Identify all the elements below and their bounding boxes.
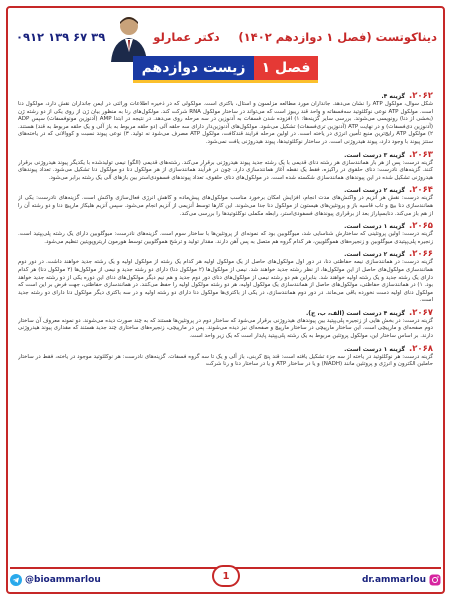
question-block: [18, 344, 433, 369]
question-block: [18, 308, 433, 341]
question-number: ۲۰۶۵.: [409, 221, 433, 232]
question-answer: گزینه ۲ درست است.: [344, 187, 405, 195]
teacher-avatar: [107, 12, 151, 62]
question-header: [18, 150, 433, 160]
instagram-handle-text: dr.ammarlou: [361, 575, 426, 585]
instagram-handle[interactable]: [362, 574, 441, 586]
question-explanation: گزینه درست: پس از هر بار همانندسازی هر رشته دنای قدیمی با یک رشته جدید پیوند هیدروژنی برقرار می‌کند. رشته‌های قدیمی (الگو) نیمی تولیدشده با یکدیگر پیوند هیدروژنی برقرار کنند. گزینه‌های نادرست: دنای حلقوی در راکیزه، فقط یک نقطه آغاز همانندسازی دارد. چون در فرآیند همانندسازی از هر مولکول دنا دو مولکول دنا تشکیل می‌شود. تعداد پیوندهای هیدروژنی تشکیل شده در این پیوندهای همانندسازی شکسته شده است. در مولکول‌های دنای حلقوی، تعداد پیوندهای فسفودی‌استر بین بازهای آلی یک رشته برابر می‌شود.: [18, 159, 433, 181]
question-answer: گزینه ۱ درست است.: [344, 345, 405, 353]
question-explanation: گزینه درست: هر نوکلئوتید در یاخته از سه جزء تشکیل یافته است: قند پنج کربنی، باز آلی و یک تا سه گروه فسفات. گزینه‌های نادرست: هر نوکلئوتید موجود در یاخته، فقط در ساختار حاملین الکترون و انرژی و پروتئین مانند (NADH) و یا در ساختار ATP و یا در ساختار دنا و رنا شرکت: [18, 353, 433, 368]
instagram-icon: [429, 574, 441, 586]
question-header: [18, 221, 433, 231]
chapter-number: فصل ۱: [254, 56, 318, 80]
question-block: [18, 150, 433, 183]
telegram-handle-text: @bioammarlou: [25, 575, 101, 585]
question-header: [18, 308, 433, 318]
question-header: [18, 185, 433, 195]
chapter-subject: زیست دوازدهم: [133, 56, 254, 80]
question-list: [18, 88, 433, 558]
question-explanation: گزینه درست: نقش هر آنزیم در واکنش‌های مدت انجام، افزایش امکان برخورد مناسب مولکول‌های پیش‌ماده و کاهش انرژی فعال‌سازی واکنش است. گزینه‌های نادرست: یکی از همانندسازی دنا بیچ و تاب قاسیه باز و پروتئین‌های هیستون از مولکول دنا جدا می‌شوند. این کارها توسط آنزیمی از آنزیم انجام می‌شود. سپس آنزیم هلیکاز مارپیچ دنا و دو رشته آن را از هم باز می‌کند. دنابسپاراز بعد از برقراری پیوندهای فسفودی‌استر، رابطه مکملی نوکلئوتیدها را بررسی می‌کند.: [18, 195, 433, 217]
question-explanation: شکل سوال، مولکول ATP را نشان می‌دهد. جانداران مورد مطالعه مزلسون و استال، باکتری است. مولکولی که در ذخیره اطلاعات وراثتی در ایمن جانداران نقش دارد، مولکول دنا است. مولکول ATP نوعی نوکلئوتید سه‌فسفاته و واحد قند ریبوز است که می‌تواند در ساختار مولکول RNA شرکت کند. مولکول‌های رنا به منظور بیان ژن از روی یکی از دو رشته ژن (بخشی از دنا) رونویسی می‌شوند. بررسی سایر گزینه‌ها: ۱) افزوده شدن فسفات به آدنوزین در سه مرحله روی می‌دهد. در نتیجه در ابتدا AMP (آدنوزین مونوفسفات) سپس ADP (آدنوزین دی‌فسفات) و در نهایت ATP (آدنوزین تری‌فسفات) تشکیل می‌شود. مولکول‌های آدنوزین‌دار دارای سه حلقه آلی (دو حلقه مربوط به باز آلی و یک حلقه مربوط به قند) هستند. ۲) مولکول ATP رایج‌ترین منبع تأمین انرژی در یاخته است. در اولین مرحله فرایند قندکافت، مولکول ATP مصرف می‌شود نه تولید. ۳) نوعی پیوند نسبت و کووالانی که در یاخته‌های سنتز پیوند با وجود دارد، پیوند هیدروژنی است. در ساختار نوکلئوتیدها، پیوند هیدروژنی یافت نمی‌شود.: [18, 101, 433, 145]
header-right: [10, 12, 220, 62]
question-explanation: گزینه درست: اولین پروتئینی که ساختارش شناسایی شد، میوگلوبین بود که نمونه‌ای از پروتئین‌ها با ساختار سوم است. گزینه‌های نادرست: میوگلوبین دارای یک رشته پلی‌پپتید است. زنجیره پلی‌پپتیدی میوگلوبین و زنجیره‌های هموگلوبین، هر کدام گروه هم متصل به پس آهن دارند. مقدار تولید و ترشح هموگلوبین توسط هورمون اریتروپویتین تنظیم می‌شود.: [18, 231, 433, 245]
question-number: ۲۰۶۷.: [409, 307, 433, 318]
question-answer: گزینه ۴.: [381, 93, 405, 100]
chapter-banner: [133, 56, 318, 80]
question-header: [18, 344, 433, 354]
question-block: [18, 185, 433, 218]
telegram-icon: [10, 574, 22, 586]
question-block: [18, 221, 433, 246]
question-explanation: گزینه درست: در همانندسازی نیمه حفاظتی دنا، در دور اول مولکول‌های حاصل از یک مولکول اولیه هر کدام یک رشته از مولکول اولیه و یک رشته جدید خواهند داشت. در دور دوم همانندسازی مولکول‌های حاصل از این مولکول‌ها، از نظر رشته جدید خواهند شد. نیمی از مولکول‌ها (۲ مولکول دنا) دارای دو رشته جدید و نیمی از مولکول‌ها (۲ مولکول دنا) هر کدام دارای یک رشته جدید و یک رشته اولیه خواهند شد. بنابراین هم دو رشته نیمی از مولکول‌های دنای دور دوم جدید و هم نیم دیگر مولکول‌های دنای این دوره یکی از دو رشته جدید خواهد بود. ۱) در همانندسازی حفاظتی، مولکول‌های حاصل از همانندسازی یک مولکول اولیه، هر دو رشته مولکول اولیه را حفظ می‌کنند. در همانندسازی حفاظتی، جهت فرض بر این است که مولکول دنای اولیه دست نخورده باقی می‌ماند. در دور دوم همانندسازی، در یکی از باکتری‌ها مولکول دنا دارای دو رشته اولیه و در سه باکتری دیگر مولکول دنا دارای دو رشته جدید است.: [18, 259, 433, 304]
question-block: [18, 91, 433, 147]
question-number: ۲۰۶۶.: [409, 249, 433, 260]
question-block: [18, 249, 433, 305]
header-title: دیناکوتست (فصل ۱ دوازدهم ۱۴۰۲): [238, 30, 437, 44]
question-explanation: گزینه درست: در بخش هایی از زنجیره پلی‌پپتید بین پیوندهای هیدروژنی برقرار می‌شود که ساختار دوم در پروتئین‌ها هستند که به چند صورت دیده می‌شوند. دو نمونه معروف آن ساختار دوم صفحه‌ای و مارپیچی است. این ساختار مارپیچی در ساختار مارپیچ و صفحه‌ای نیز دیده می‌شوند. پس در مارپیچی، زنجیره‌های ساختاری چند جدید هستند که مقداری پیوند هیدروژنی دارند. بر اساس ساختار این، مولکول پروتئین مربوط به یک رشته پلی‌پپتید پایدار است که یک زیر واحد است.: [18, 317, 433, 340]
question-answer: گزینه ۱ درست است.: [344, 223, 405, 231]
banner-underline: [133, 80, 318, 83]
question-answer: گزینه ۲ درست است.: [344, 251, 405, 259]
question-number: ۲۰۶۳.: [409, 149, 433, 160]
teacher-name: دکتر عمارلو: [153, 30, 220, 44]
question-number: ۲۰۶۲.: [409, 91, 433, 101]
telegram-handle[interactable]: [10, 574, 101, 586]
question-header: [18, 91, 433, 101]
page-number: 1: [212, 565, 240, 587]
question-header: [18, 249, 433, 259]
question-number: ۲۰۶۸.: [409, 343, 433, 354]
question-answer: گزینه ۳ درست است.: [344, 151, 405, 159]
question-number: ۲۰۶۴.: [409, 185, 433, 196]
phone-number: ۰۹۱۲ ۱۳۹ ۶۷ ۳۹: [16, 30, 106, 44]
question-answer: گزینه ۴ درست است (الف، ب، ج).: [306, 309, 405, 317]
